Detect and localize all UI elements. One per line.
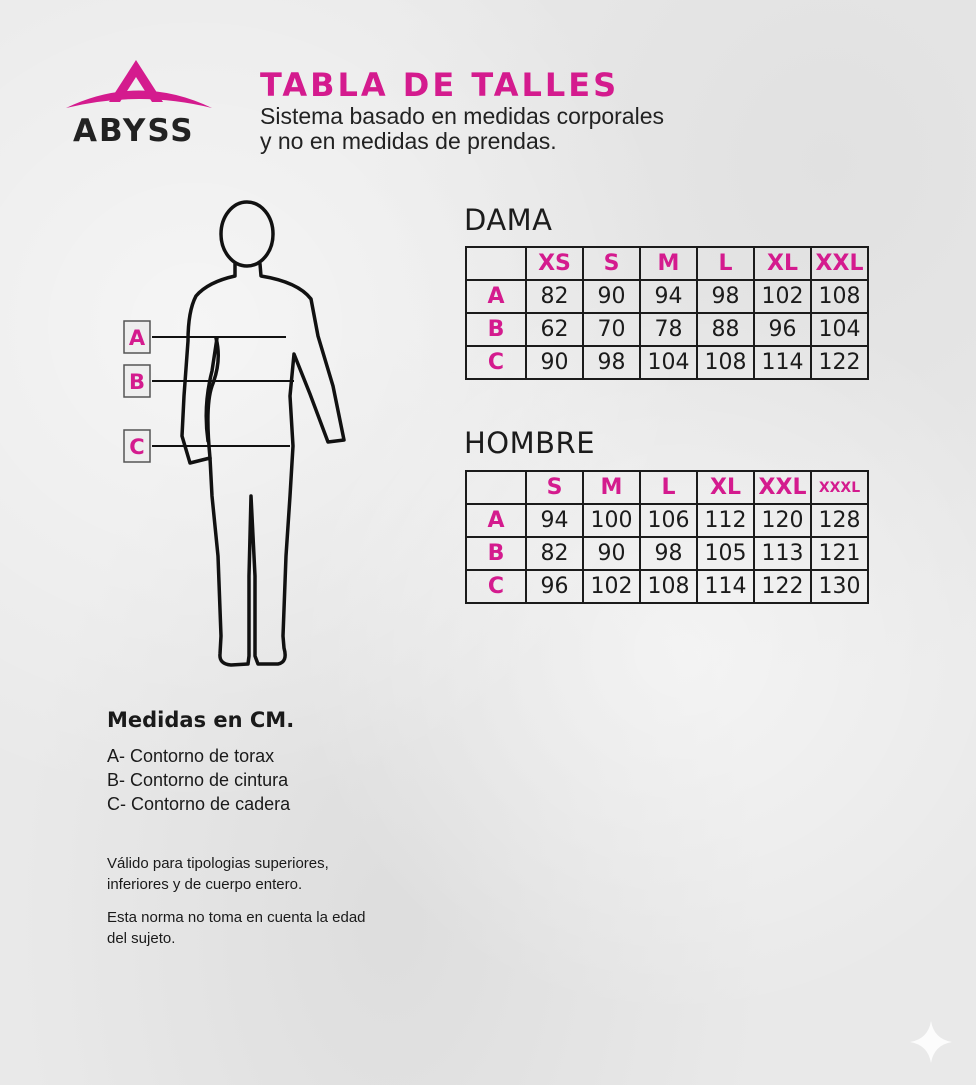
table-cell: 98 <box>583 346 640 379</box>
measures-legend <box>107 708 294 816</box>
table-cell: 102 <box>754 280 811 313</box>
size-header: L <box>640 471 697 504</box>
size-header: M <box>583 471 640 504</box>
table-cell: 108 <box>697 346 754 379</box>
table-cell: 122 <box>754 570 811 603</box>
size-header: XL <box>754 247 811 280</box>
size-header: XXL <box>754 471 811 504</box>
figure-marker-c: C <box>129 435 145 459</box>
note-line: Esta norma no toma en cuenta la edad <box>107 909 366 926</box>
table-cell: 90 <box>583 280 640 313</box>
table-cell: 96 <box>754 313 811 346</box>
legend-item: B- Contorno de cintura <box>107 770 289 790</box>
table-cell: 128 <box>811 504 868 537</box>
table-cell: 82 <box>526 280 583 313</box>
hombre-title: HOMBRE <box>464 426 596 460</box>
size-header: XL <box>697 471 754 504</box>
row-label: B <box>466 313 526 346</box>
body-figure-illustration <box>118 196 358 671</box>
table-cell: 78 <box>640 313 697 346</box>
table-row <box>466 504 868 537</box>
table-header-row <box>466 471 868 504</box>
sparkle-icon <box>908 1019 954 1065</box>
table-cell: 130 <box>811 570 868 603</box>
legend-item: A- Contorno de torax <box>107 746 275 766</box>
size-header: XXL <box>811 247 868 280</box>
table-cell: 112 <box>697 504 754 537</box>
table-cell: 94 <box>526 504 583 537</box>
table-cell: 108 <box>811 280 868 313</box>
table-cell: 98 <box>640 537 697 570</box>
measures-title: Medidas en CM. <box>107 708 295 732</box>
table-cell: 114 <box>697 570 754 603</box>
row-label: C <box>466 346 526 379</box>
size-header: XS <box>526 247 583 280</box>
subtitle-line-2: y no en medidas de prendas. <box>260 128 557 154</box>
table-cell: 94 <box>640 280 697 313</box>
figure-marker-a: A <box>128 326 146 350</box>
size-header: XXXL <box>811 471 868 504</box>
size-header: L <box>697 247 754 280</box>
table-cell: 104 <box>811 313 868 346</box>
table-cell: 98 <box>697 280 754 313</box>
table-cell: 96 <box>526 570 583 603</box>
subtitle-line-1: Sistema basado en medidas corporales <box>260 103 665 129</box>
table-cell: 108 <box>640 570 697 603</box>
table-cell: 105 <box>697 537 754 570</box>
page-subtitle <box>260 104 780 154</box>
size-header: M <box>640 247 697 280</box>
table-cell: 70 <box>583 313 640 346</box>
row-label: B <box>466 537 526 570</box>
size-header: S <box>526 471 583 504</box>
table-row <box>466 280 868 313</box>
table-cell: 90 <box>583 537 640 570</box>
note-line: Válido para tipologias superiores, <box>107 855 329 872</box>
age-note <box>107 907 447 949</box>
table-cell: 121 <box>811 537 868 570</box>
legend-item: C- Contorno de cadera <box>107 794 291 814</box>
row-label: C <box>466 570 526 603</box>
table-cell: 82 <box>526 537 583 570</box>
table-cell: 100 <box>583 504 640 537</box>
table-cell: 90 <box>526 346 583 379</box>
table-cell: 102 <box>583 570 640 603</box>
table-cell: 106 <box>640 504 697 537</box>
dama-title: DAMA <box>464 203 553 237</box>
table-row <box>466 537 868 570</box>
note-line: del sujeto. <box>107 930 176 947</box>
table-cell: 113 <box>754 537 811 570</box>
table-row <box>466 313 868 346</box>
table-cell: 88 <box>697 313 754 346</box>
page-title: TABLA DE TALLES <box>260 66 620 104</box>
note-line: inferiores y de cuerpo entero. <box>107 876 303 893</box>
row-label: A <box>466 280 526 313</box>
hombre-size-table <box>465 470 869 604</box>
validity-note <box>107 853 447 895</box>
table-cell: 114 <box>754 346 811 379</box>
dama-size-table <box>465 246 869 380</box>
table-corner-cell <box>466 471 526 504</box>
figure-marker-b: B <box>128 370 146 394</box>
table-cell: 122 <box>811 346 868 379</box>
table-row <box>466 346 868 379</box>
row-label: A <box>466 504 526 537</box>
table-cell: 62 <box>526 313 583 346</box>
size-header: S <box>583 247 640 280</box>
brand-name: ABYSS <box>73 113 195 149</box>
table-row <box>466 570 868 603</box>
table-corner-cell <box>466 247 526 280</box>
table-header-row <box>466 247 868 280</box>
table-cell: 104 <box>640 346 697 379</box>
table-cell: 120 <box>754 504 811 537</box>
